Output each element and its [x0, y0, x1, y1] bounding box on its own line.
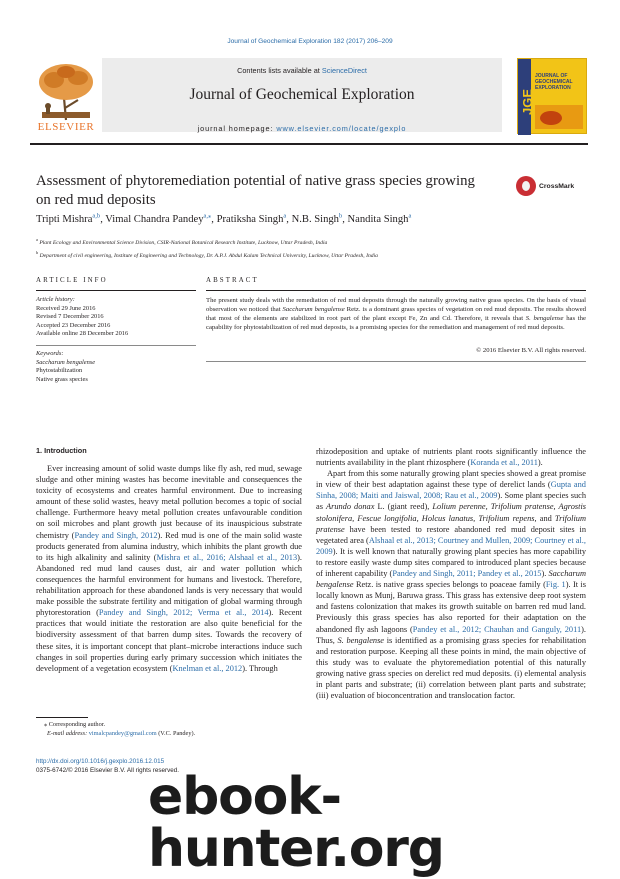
author-separator: ,	[211, 214, 217, 225]
sciencedirect-link[interactable]: ScienceDirect	[321, 66, 367, 75]
affiliation-mark: b	[36, 249, 39, 255]
journal-citation-link[interactable]: Journal of Geochemical Exploration 182 (2017) 206–209	[227, 38, 393, 45]
keyword-item: Native grass species	[36, 375, 88, 383]
text: ). Red mud is one of the main solid waste products generated from alumina industry, which inhibits the plant growth due to its high alkalinity and salinity (	[36, 530, 303, 562]
citation-link[interactable]: Mishra et al., 2016; Alshaal et al., 2013	[156, 552, 298, 562]
text: L. (giant reed),	[374, 502, 433, 512]
history-received: Received 29 June 2016	[36, 304, 96, 312]
abstract-part: has the capability for phytostabilization of red mud deposits, is a promising species for the remediation and management of red mud deposits.	[206, 314, 586, 331]
paragraph	[316, 468, 586, 701]
journal-title: Journal of Geochemical Exploration	[189, 86, 415, 103]
paragraph	[36, 463, 302, 674]
history-accepted: Accepted 23 December 2016	[36, 321, 111, 329]
text: ). It is well known that naturally growing plant species has more capability to restore easily waste dump sites compared to introduced plant species because of inherent capability (	[316, 546, 586, 579]
watermark-text: ebook-hunter.org	[148, 767, 444, 879]
affiliation-list	[36, 235, 596, 261]
author-name[interactable]: Pratiksha Singh	[216, 214, 284, 225]
email-suffix: (V.C. Pandey).	[156, 729, 196, 737]
citation-link[interactable]: Knelman et al., 2012	[172, 663, 243, 673]
body-column-right	[316, 446, 586, 701]
abstract-part: Retz. is a dominant grass species of vegetation on red mud deposits. The results showed that most of the elements are stabilized in root part of the plant except Fe, Zn and Cd. Therefore, it reveals that	[206, 305, 587, 322]
abstract-heading: ABSTRACT	[206, 277, 259, 284]
article-title: Assessment of phytoremediation potential of native grass species growing on red mud deposits	[36, 173, 475, 208]
species-name: S. bengalense	[525, 314, 564, 322]
text: Apart from this some naturally growing plant species showed a great promise in view of their best adaptation against these type of derelict lands (	[316, 469, 586, 490]
affiliation-mark: a	[36, 237, 38, 242]
citation-link[interactable]: Alshaal et al., 2013; Courtney and Mullen, 2009; Courtney et al., 2009	[316, 535, 586, 556]
species-name: S. bengalense	[337, 635, 385, 645]
contents-prefix: Contents lists available at	[237, 66, 322, 75]
text: is identified as a promising grass species for rehabilitation and restoration purpose. Keeping all these points in mind, the main objective of this study was to evaluate the phytoremediation potential of this naturally growing native grass species on derelict red mud deposits. (i) elemental analysis in plant parts and substrate; (ii) correlation between plant parts and substrate; (iii) evaluation of bioconcentration and translocation factor.	[316, 635, 586, 701]
affiliation-text: Plant Ecology and Environmental Science Division, CSIR-National Botanical Research Institute, Lucknow, Uttar Pradesh, India	[39, 239, 328, 246]
abstract-part: The present study deals with the remediation of red mud deposits through the naturally growing native grass species. On the basis of visual observation we noticed that	[206, 297, 586, 313]
elsevier-wordmark: ELSEVIER	[37, 121, 95, 133]
keyword-item: Saccharum bengalense	[36, 358, 96, 366]
abstract-copyright: © 2016 Elsevier B.V. All rights reserved.	[476, 347, 586, 354]
homepage-prefix: journal homepage:	[197, 124, 277, 133]
contents-available-line	[102, 66, 502, 75]
body-column-left	[36, 463, 302, 674]
journal-cover-thumbnail[interactable]	[517, 58, 587, 134]
species-name: Lolium perenne, Trifolium pratense, Agrostis stolonifera, Fescue longifolia, Holcus lanatus, Trifolium repens	[316, 502, 587, 523]
crossmark-icon	[516, 176, 536, 196]
affiliation-text: Department of civil engineering, Institute of Engineering and Technology, Dr. A.P.J. Abdul Kalam Technical University, Lucknow, Uttar Pradesh, India	[39, 252, 378, 259]
author-affiliation-mark[interactable]: a	[283, 212, 287, 220]
species-name: Arundo donax	[325, 502, 375, 512]
keywords-block	[36, 350, 196, 384]
text: ). It is locally known as Munj, Baruwa grass. This grass has extensive deep root system and fastens colonization that makes its growth suitable on barren red mud land. Previously this grass species has also reported for their adaptation on the abandoned fly ash lagoons (	[316, 580, 586, 634]
text: ). Recent practices that would initiate the restoration are also quite beneficial for the biodiversity assessment of that barren dump sites. Towards the recovery of these sites, it is important concept that plant–microbe interactions induce such changes in soil properties during early primary succession which initiates the development of a vegetation ecosystem (	[36, 608, 302, 673]
citation-link[interactable]: Pandey and Singh, 2011; Pandey et al., 2015	[392, 569, 542, 579]
abstract-text	[206, 297, 586, 332]
figure-link[interactable]: Fig. 1	[545, 580, 566, 590]
homepage-link[interactable]: www.elsevier.com/locate/gexplo	[276, 124, 407, 133]
article-history	[36, 296, 196, 339]
email-link[interactable]: vimalcpandey@gmail.com	[88, 729, 157, 737]
crossmark-badge[interactable]	[516, 176, 574, 196]
issn-copyright: 0375-6742/© 2016 Elsevier B.V. All rights reserved.	[36, 767, 180, 774]
text: rhizodeposition and uptake of nutrients plant roots significantly influence the nutrients availability in the plant rhizosphere (	[316, 447, 586, 468]
footnote-text: Corresponding author.	[48, 721, 106, 728]
author-name[interactable]: Vimal Chandra Pandey	[105, 214, 204, 225]
email-label: E-mail address:	[47, 729, 89, 737]
cover-abbrev: JGE	[520, 89, 535, 116]
species-name: Trifolium pratense	[316, 513, 586, 534]
history-online: Available online 28 December 2016	[36, 330, 129, 338]
article-info-heading: ARTICLE INFO	[36, 277, 108, 284]
citation-link[interactable]: Pandey et al., 2012; Chauhan and Ganguly, 2011	[412, 624, 582, 634]
history-revised: Revised 7 December 2016	[36, 313, 104, 321]
affiliation-item	[36, 248, 596, 261]
footnote-divider	[36, 717, 88, 718]
text: ). Abandoned red mud land causes dust, air and water pollution which consequences the harmful environment for humans and livestock. Therefore, rehabilitation approach for these abandoned lands is very necessary that would make possible the substrate fertility and mitigation of global warming through phytorestoration (	[36, 552, 302, 618]
citation-link[interactable]: Pandey and Singh, 2012	[74, 530, 158, 540]
crossmark-label: CrossMark	[539, 182, 575, 190]
doi-link[interactable]: http://dx.doi.org/10.1016/j.gexplo.2016.12.015	[36, 758, 165, 765]
abstract-end-divider	[206, 361, 586, 362]
species-name: Saccharum bengalense	[282, 305, 345, 313]
text: ). Thus,	[316, 624, 586, 645]
header-divider	[30, 143, 588, 145]
author-affiliation-mark[interactable]: a,⁎	[203, 212, 212, 220]
footnote-line	[36, 721, 302, 730]
text: Retz. is native grass species belongs to poaceae family (	[353, 580, 546, 590]
text: have been tested to restore abandoned red mud deposit sites in vegetated area (	[316, 524, 586, 545]
author-affiliation-mark[interactable]: b	[338, 212, 343, 220]
keywords-divider	[36, 345, 196, 346]
footnote-mark: ⁎	[44, 721, 48, 728]
footnote-email-line	[36, 730, 302, 739]
species-name: Saccharum bengalense	[316, 569, 586, 590]
text: , and	[534, 513, 555, 523]
author-affiliation-mark[interactable]: a,b	[92, 212, 101, 220]
text: ). Through	[242, 663, 278, 673]
text: ).	[537, 458, 543, 468]
journal-homepage-line	[102, 124, 502, 133]
citation-link[interactable]: Pandey and Singh, 2012; Verma et al., 2014	[98, 608, 269, 618]
author-list	[36, 214, 596, 225]
article-info-divider	[36, 290, 196, 291]
author-name[interactable]: Nandita Singh	[347, 214, 409, 225]
citation-link[interactable]: Koranda et al., 2011	[470, 458, 538, 468]
author-affiliation-mark[interactable]: a	[408, 212, 412, 220]
abstract-divider	[206, 290, 586, 291]
paragraph	[316, 446, 586, 468]
keyword-item: Phytostabilization	[36, 367, 83, 375]
author-separator: ,	[342, 214, 348, 225]
text: Ever increasing amount of solid waste dumps like fly ash, red mud, sewage sludge and other mining wastes has become inevitable and consequences the toxicity of ecosystems and creates harmful environment. Due to increasing amount of these solid wastes, heavy metal pollution becomes a topic of social challenge. Furthermore heavy metal pollution creates unfavourable condition on soil microbes and plant growth just because of its inauspicious substrate chemistry (	[36, 464, 302, 540]
keywords-label: Keywords:	[36, 350, 64, 357]
history-label: Article history:	[36, 296, 75, 303]
author-name[interactable]: N.B. Singh	[291, 214, 339, 225]
author-separator: ,	[286, 214, 292, 225]
corresponding-author-footnote	[36, 721, 302, 738]
text: ).	[541, 569, 549, 579]
text: ). Some plant species such as	[316, 491, 586, 512]
author-name[interactable]: Tripti Mishra	[36, 214, 93, 225]
author-separator: ,	[100, 214, 106, 225]
cover-art-detail	[540, 111, 562, 125]
affiliation-item	[36, 235, 596, 248]
cover-title: JOURNAL OF GEOCHEMICAL EXPLORATION	[535, 73, 573, 91]
introduction-heading: 1. Introduction	[36, 446, 87, 455]
citation-link[interactable]: Gupta and Sinha, 2008; Maiti and Jaiswal, 2008; Rau et al., 2009	[316, 480, 586, 501]
